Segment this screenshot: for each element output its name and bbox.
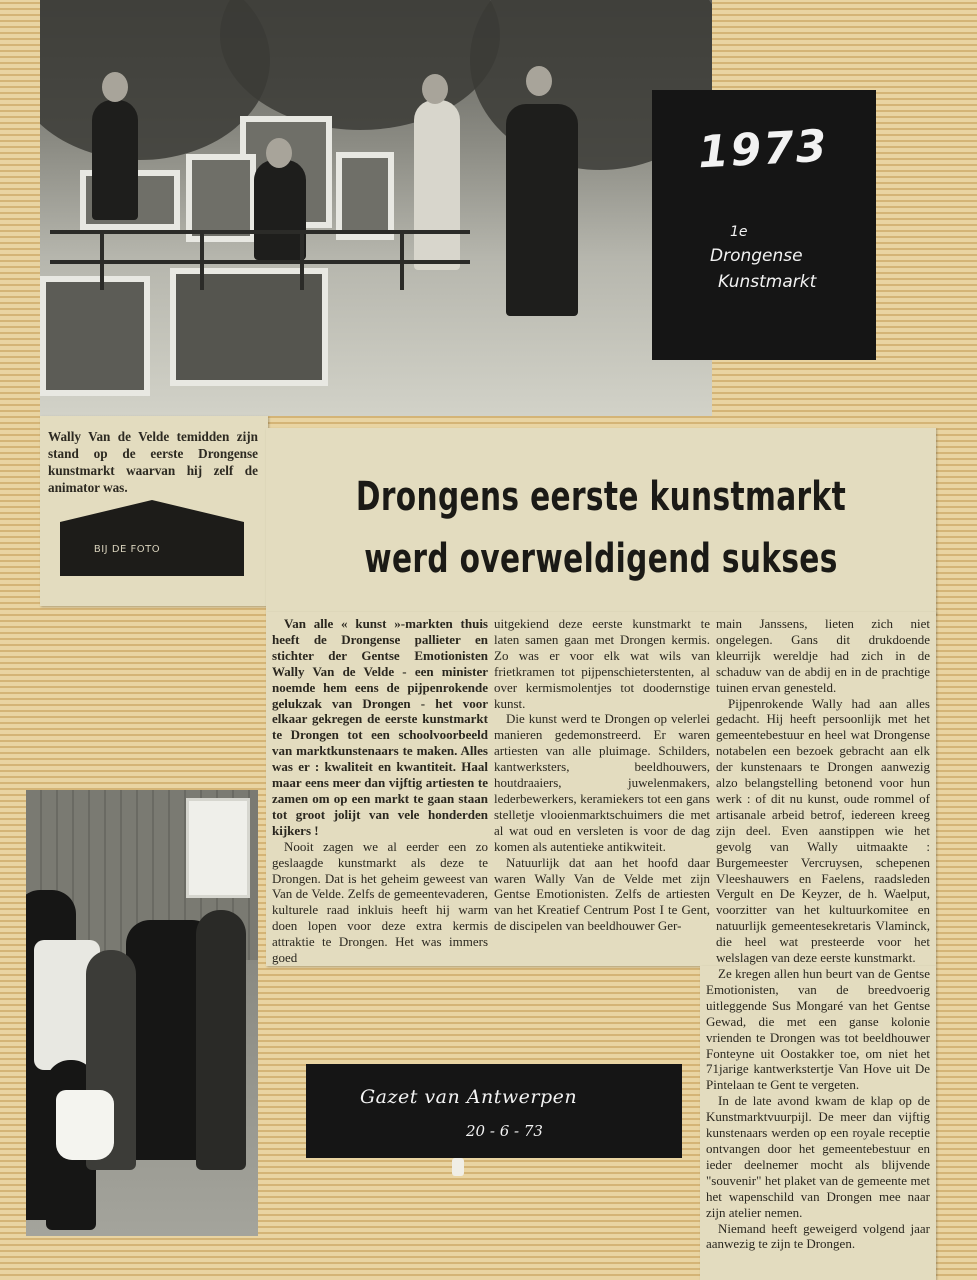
photo-caption: Wally Van de Velde temidden zijn stand op de eerste Drongense kunstmarkt waarvan hij zelf de animator was. <box>48 429 258 495</box>
article-paragraph: main Janssens, lieten zich niet ongelegen. Gans dit drukdoende kleurrijk wereldje had zich in de schaduw van de abdij en in de prachtige tuinen ervan genesteld. <box>716 616 930 695</box>
bij-de-foto-marker <box>60 500 246 576</box>
crowd-photo <box>26 790 258 1236</box>
ordinal-text: 1e <box>730 224 748 240</box>
article-paragraph: Natuurlijk dat aan het hoofd daar waren Wally Van de Velde met zijn Gentse Emotionisten. Zelfs de artiesten van het Kreatief Centrum Post I te Gent, de discipelen van beeldhouwer Ger- <box>494 854 710 934</box>
headline-line-2: werd overweldigend sukses <box>364 536 838 582</box>
headline-clipping <box>266 428 936 614</box>
event-line-1: Drongense <box>710 246 803 266</box>
headline-line-1: Drongens eerste kunstmarkt <box>355 474 847 520</box>
event-line-2: Kunstmarkt <box>718 272 817 292</box>
newspaper-name: Gazet van Antwerpen <box>360 1086 578 1108</box>
year-text: 1973 <box>696 120 830 179</box>
house-shape-icon <box>60 500 246 576</box>
article-continuation-clipping <box>700 966 936 1280</box>
article-lead: Van alle « kunst »-markten thuis heeft de Drongense pallieter en stichter der Gentse Emotionisten Wally Van de Velde - een minister noemde hem eens de pijpenrokende gelukzak van Drongen - het voor elkaar gekregen de eerste kunstmarkt te Drongen tot een schoolvoorbeeld van marktkunstenaars te maken. Alles was er : kwaliteit en kwantiteit. Haal maar eens meer dan vijftig artiesten te zamen om op een markt te gaan staan tot groot jolijt van vele honderden kijkers ! <box>272 616 488 838</box>
market-photo <box>40 0 712 416</box>
article-paragraph: Ze kregen allen hun beurt van de Gentse Emotionisten, van de breedvoerig uitleggende Sus Mongaré van het Gentse Gewad, die met een ganse kolonie vrienden te Drongen was tot beeldhouwer Fonteyne uit Oostakker toe, om niet het 71jarige kantwerkstertje Van Hove uit De Pintelaan te Gent te vergeten. <box>706 966 930 1093</box>
article-paragraph: Pijpenrokende Wally had aan alles gedacht. Hij heeft persoonlijk met het gemeentebestuur en heel wat Drongense notabelen een bezoek gebracht aan elk der kunstenaars te Drongen aanwezig alzo belangstelling betonend voor hun werk : of dit nu kunst, oude rommel of artisanale arbeid betrof, iedereen kreeg zijn deel. Even aanstippen wie het gevolg van Wally uitmaakte : Burgemeester Vercruysen, schepenen Vleeshauwers en Faelens, raadsleden Vergult en De Keyzer, de h. Waelput, voorzitter van het kultuurkomitee en natuurlijk gemeentesekretaris Vlaminck, die heel wat presteerde voor het welslagen van deze eerste kunstmarkt. <box>716 695 930 966</box>
article-column-3 <box>716 616 930 966</box>
article-column-4 <box>706 966 930 1252</box>
year-label-card <box>652 90 876 360</box>
article-column-1 <box>272 616 488 966</box>
article-paragraph: Niemand heeft geweigerd volgend jaar aanwezig te zijn te Drongen. <box>706 1220 930 1252</box>
article-paragraph: Die kunst werd te Drongen op velerlei manieren gedemonstreerd. Er waren artiesten van alle pluimage. Schilders, kantwerksters, beeldhouwers, houtdraaiers, juwelenmakers, lederbewerkers, keramiekers tot een gans stelletje vlooienmarktschuimers die met al wat oud en versleten is voor de dag komen als autentieke antikwiteit. <box>494 711 710 854</box>
article-paragraph: Nooit zagen we al eerder een zo geslaagde kunstmarkt als deze te Drongen. Dat is het geheim geweest van Van de Velde. Zelfs de gemeentevaderen, kulturele raad inkluis heeft hij warm doen lopen voor deze extra kermis attraktie te Drongen. Het was immers goed <box>272 838 488 966</box>
source-label-card <box>306 1064 682 1158</box>
bij-de-foto-label: BIJ DE FOTO <box>93 544 161 555</box>
photo-caption-clipping <box>40 416 268 606</box>
article-paragraph: uitgekiend deze eerste kunstmarkt te laten samen gaan met Drongen kermis. Zo was er voor elk wat wils van frietkramen tot pijpenschieterstenten, al over kermismolentjes tot doodernstige kunst. <box>494 616 710 711</box>
article-paragraph: In de late avond kwam de klap op de Kunstmarktvuurpijl. De meer dan vijftig kunstenaars werden op een royale receptie ontvangen door het gemeentebestuur en ieder deelnemer mocht als blijvende "souvenir" het plaket van de gemeente met het wapenschild van Drongen mee naar zijn atelier nemen. <box>706 1093 930 1220</box>
article-column-2 <box>494 616 710 934</box>
article-body-clipping <box>266 612 936 966</box>
publication-date: 20 - 6 - 73 <box>466 1122 543 1140</box>
paper-scrap <box>452 1158 464 1176</box>
